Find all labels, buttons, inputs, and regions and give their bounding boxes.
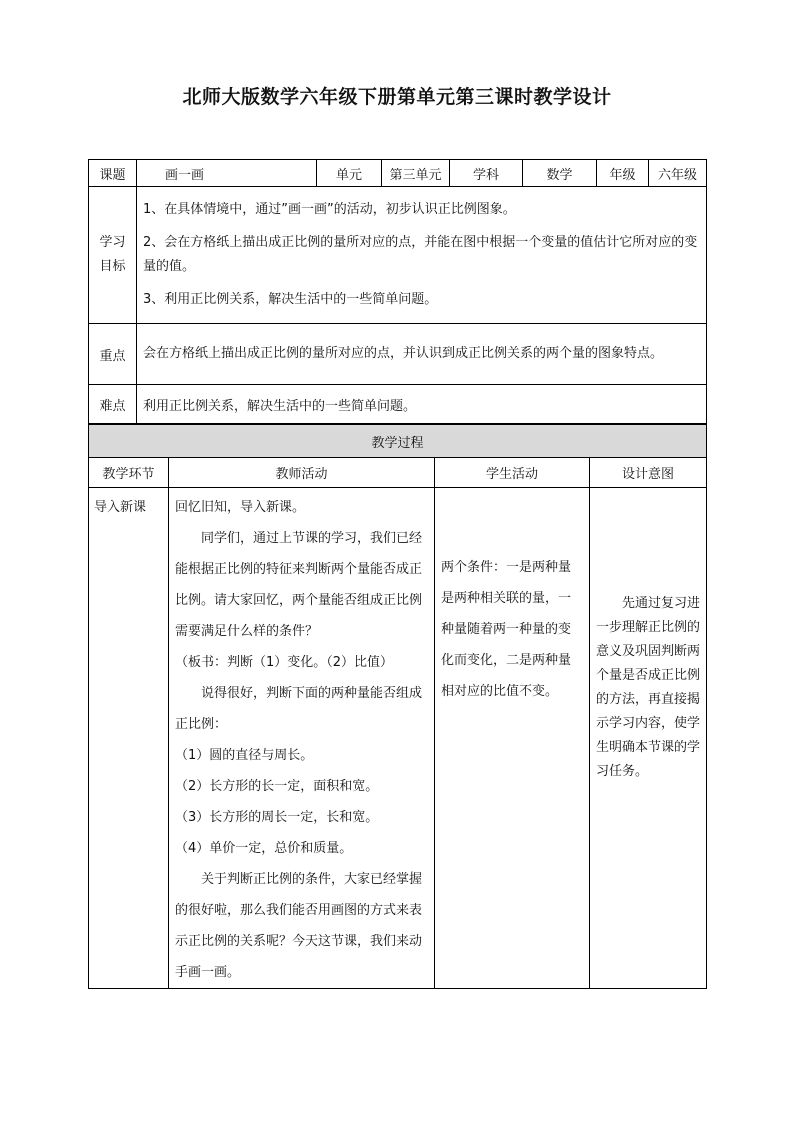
design-intent	[590, 488, 707, 989]
process-header-row	[89, 458, 707, 488]
teacher-line: 关于判断正比例的条件，大家已经掌握的很好啦，那么我们能否用画图的方式来表示正比例的关系呢？今天这节课，我们来动手画一画。	[175, 872, 423, 980]
key-point-row	[89, 324, 707, 385]
teacher-line: 回忆旧知，导入新课。	[175, 500, 306, 515]
unit-label: 单元	[317, 160, 382, 187]
unit-value: 第三单元	[382, 160, 450, 187]
course-value: 画一画	[137, 160, 317, 187]
teacher-line: （1）圆的直径与周长。	[175, 748, 314, 763]
objectives-label: 学习目标	[89, 187, 137, 324]
column-header-student: 学生活动	[435, 458, 590, 488]
teacher-line: （4）单价一定，总价和质量。	[175, 841, 353, 856]
intent-text: 先通过复习进一步理解正比例的意义及巩固判断两个量是否成正比例的方法，再直接揭示学习内容，使学生明确本节课的学习任务。	[596, 596, 701, 779]
stage-label: 导入新课	[94, 500, 147, 515]
grade-value: 六年级	[649, 160, 707, 187]
objective-item: 1、在具体情境中，通过”画一画”的活动，初步认识正比例图象。	[143, 202, 516, 217]
process-title-row	[89, 425, 707, 458]
page-title: 北师大版数学六年级下册第单元第三课时教学设计	[182, 86, 612, 108]
subject-label: 学科	[450, 160, 523, 187]
column-header-intent: 设计意图	[590, 458, 707, 488]
difficulty-label: 难点	[89, 385, 137, 424]
stage-cell	[89, 488, 169, 989]
process-title: 教学过程	[89, 425, 707, 458]
objective-item: 2、会在方格纸上描出成正比例的量所对应的点，并能在图中根据一个变量的值估计它所对应的变量的值。	[143, 235, 698, 274]
info-table	[88, 159, 707, 424]
process-row	[89, 488, 707, 989]
teacher-line: （板书：判断（1）变化。（2）比值）	[175, 655, 394, 670]
grade-label: 年级	[597, 160, 649, 187]
header-row	[89, 160, 707, 187]
objective-item: 3、利用正比例关系，解决生活中的一些简单问题。	[143, 292, 438, 307]
teacher-activity	[169, 488, 435, 989]
objectives-row	[89, 187, 707, 324]
column-header-teacher: 教师活动	[169, 458, 435, 488]
column-header-stage: 教学环节	[89, 458, 169, 488]
key-point-text: 会在方格纸上描出成正比例的量所对应的点，并认识到成正比例关系的两个量的图象特点。	[137, 324, 707, 385]
teacher-line: （2）长方形的长一定，面积和宽。	[175, 779, 379, 794]
objectives-content	[137, 187, 707, 324]
teacher-line: 说得很好，判断下面的两种量能否组成正比例：	[175, 686, 423, 732]
course-label: 课题	[89, 160, 137, 187]
teacher-line: 同学们，通过上节课的学习，我们已经能根据正比例的特征来判断两个量能否成正比例。请大家回忆，两个量能否组成正比例需要满足什么样的条件？	[175, 531, 423, 639]
teacher-line: （3）长方形的周长一定，长和宽。	[175, 810, 379, 825]
student-text: 两个条件：一是两种量是两种相关联的量，一种量随着两一种量的变化而变化，二是两种量相对应的比值不变。	[441, 560, 572, 699]
student-activity	[435, 488, 590, 989]
difficulty-text: 利用正比例关系，解决生活中的一些简单问题。	[137, 385, 707, 424]
difficulty-row	[89, 385, 707, 424]
subject-value: 数学	[523, 160, 597, 187]
key-point-label: 重点	[89, 324, 137, 385]
process-table	[88, 424, 707, 989]
